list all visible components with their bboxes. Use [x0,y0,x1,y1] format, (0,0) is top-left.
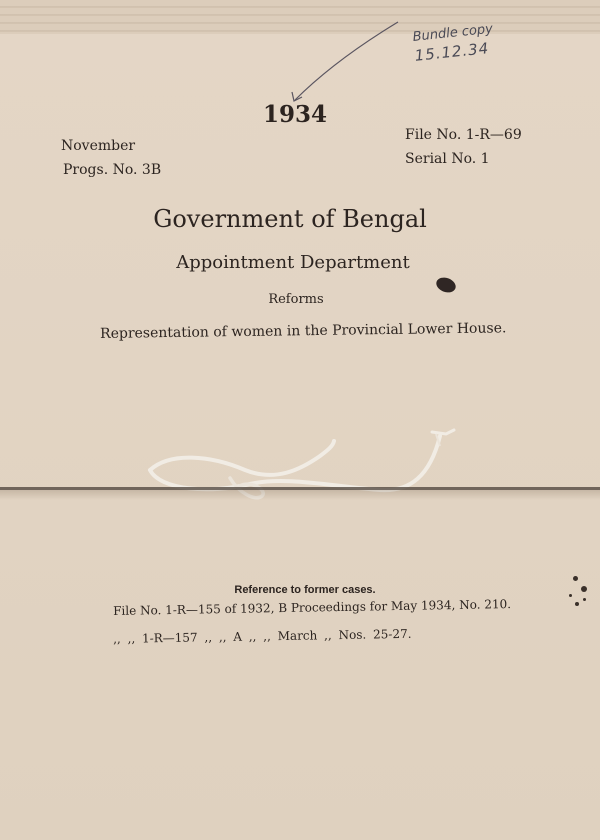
serial-number: Serial No. 1 [405,151,490,167]
file-month: November [61,138,136,154]
references-heading: Reference to former cases. [234,584,376,596]
department-title: Appointment Department [176,252,410,273]
fold-shadow [0,490,600,500]
handwritten-note-label: Bundle copy [412,21,494,45]
reference-line-2: ,, ,, 1-R—157 ,, ,, A ,, ,, March ,, Nos. 25-27. [113,626,412,646]
reference-line-1: File No. 1-R—155 of 1932, B Proceedings for May 1934, No. 210. [113,597,512,618]
file-number: File No. 1-R—69 [405,127,522,143]
progs-number: Progs. No. 3B [63,162,162,178]
subject-line: Representation of women in the Provincial Lower House. [100,320,507,342]
section-title: Reforms [268,292,324,307]
handwritten-note-date: 15.12.34 [413,39,491,65]
government-title: Government of Bengal [153,205,427,233]
file-year: 1934 [263,101,328,128]
